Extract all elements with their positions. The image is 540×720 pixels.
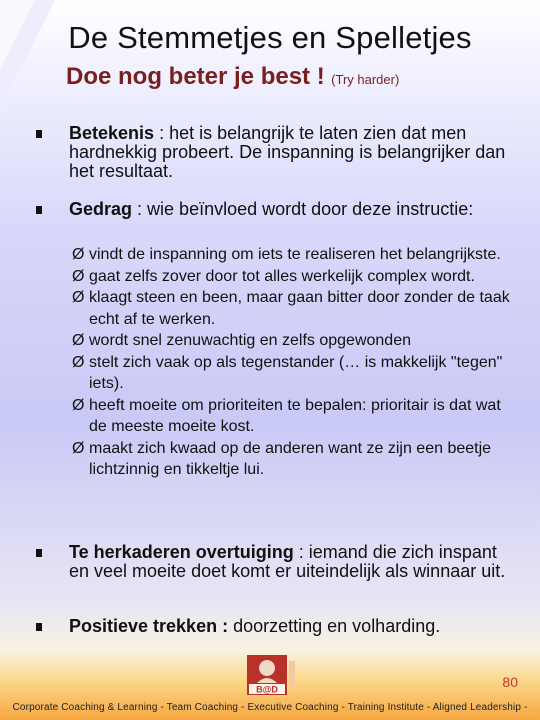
bullet-square-icon — [36, 623, 42, 631]
arrow-bullet-icon: Ø — [72, 267, 85, 285]
bullet-term: Gedrag — [69, 199, 133, 219]
subtitle-small: (Try harder) — [331, 72, 400, 87]
behavior-sublist — [72, 244, 512, 481]
arrow-bullet-icon: Ø — [72, 396, 85, 414]
bullet-square-icon — [36, 130, 42, 138]
sub-item: Ø stelt zich vaak op als tegenstander (… is makkelijk "tegen" iets). — [72, 353, 503, 392]
logo-text: B@D — [256, 684, 278, 695]
arrow-bullet-icon: Ø — [72, 289, 85, 306]
sub-item: Ø wordt snel zenuwachtig en zelfs opgewonden — [72, 330, 512, 352]
bullet-text: : wie beïnvloed wordt door deze instructie: — [137, 199, 474, 219]
sub-item: Ø gaat zelfs zover door tot alles werkelijk complex wordt. — [72, 266, 512, 288]
sub-item: Ø vindt de inspanning om iets te realiseren het belangrijkste. — [72, 244, 512, 266]
slide-title: De Stemmetjes en Spelletjes — [68, 20, 472, 55]
page-number: 80 — [502, 674, 518, 690]
bullet-betekenis — [36, 124, 516, 181]
bullet-term: Betekenis — [69, 123, 155, 143]
arrow-bullet-icon: Ø — [72, 332, 85, 349]
bullet-text: doorzetting en volharding. — [233, 616, 441, 636]
slide-subtitle — [66, 63, 399, 91]
bullet-term: Positieve trekken : — [69, 616, 229, 636]
bullet-text: : het is belangrijk te laten zien dat men hardnekkig probeert. De inspanning is belangrijker dan het resultaat. — [69, 123, 506, 181]
bullet-square-icon — [36, 206, 42, 214]
sub-item: Ø heeft moeite om prioriteiten te bepalen: prioritair is dat wat de meeste moeite kost. — [72, 396, 501, 435]
arrow-bullet-icon: Ø — [72, 439, 85, 457]
bad-logo — [247, 655, 299, 695]
subtitle-main: Doe nog beter je best ! — [66, 63, 325, 90]
sub-item: Ø klaagt steen en been, maar gaan bitter door zonder de taak echt af te werken. — [72, 289, 510, 328]
sub-item: Ø maakt zich kwaad op de anderen want ze zijn een beetje lichtzinnig en tikkeltje lui. — [72, 439, 492, 478]
footer-text: Corporate Coaching & Learning - Team Coaching - Executive Coaching - Training Institute - Aligned Leadership - — [12, 702, 528, 713]
bullet-herkaderen — [36, 543, 516, 581]
arrow-bullet-icon: Ø — [72, 246, 85, 263]
bullet-gedrag — [36, 200, 516, 219]
bullet-term: Te herkaderen overtuiging — [69, 542, 294, 562]
bullet-positieve-trekken — [36, 617, 516, 636]
bullet-text: : iemand die zich inspant en veel moeite doet komt er uiteindelijk als winnaar uit. — [69, 542, 506, 581]
bullet-square-icon — [36, 549, 42, 557]
arrow-bullet-icon: Ø — [72, 353, 85, 371]
